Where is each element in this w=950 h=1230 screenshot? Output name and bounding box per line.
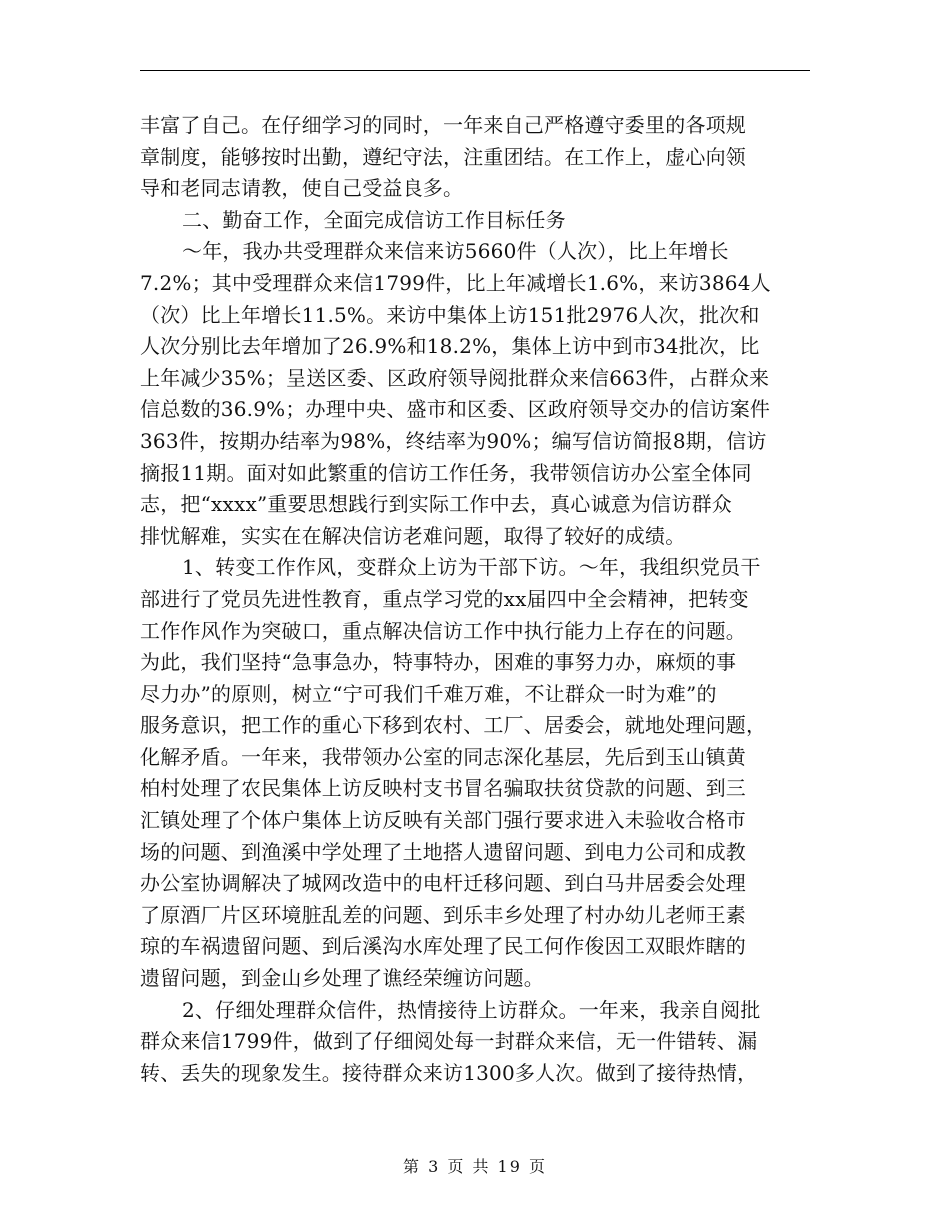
document-body: [140, 110, 810, 1089]
text-line: 人次分别比去年增加了26.9%和18.2%，集体上访中到市34批次，比: [140, 334, 760, 359]
paragraph-start: 2、仔细处理群众信件，热情接待上访群众。一年来，我亲自阅批: [182, 997, 761, 1022]
text-line: 章制度，能够按时出勤，遵纪守法，注重团结。在工作上，虚心向领: [140, 144, 746, 169]
text-line: 导和老同志请教，使自己受益良多。: [140, 176, 464, 201]
text-line: 汇镇处理了个体户集体上访反映有关部门强行要求进入未验收合格市: [140, 808, 746, 833]
text-line: 摘报11期。面对如此繁重的信访工作任务，我带领信访办公室全体同: [140, 460, 752, 485]
text-line: 场的问题、到渔溪中学处理了土地搭人遗留问题、到电力公司和成教: [140, 839, 746, 864]
text-line: 琼的车祸遗留问题、到后溪沟水库处理了民工何作俊因工双眼炸瞎的: [140, 934, 746, 959]
header-rule: [140, 70, 810, 71]
page-number-footer: 第 3 页 共 19 页: [403, 1157, 547, 1176]
text-line: 为此，我们坚持“急事急办，特事特办，困难的事努力办，麻烦的事: [140, 650, 737, 675]
text-line: 转、丢失的现象发生。接待群众来访1300多人次。做到了接待热情，: [140, 1060, 758, 1085]
text-line: 服务意识，把工作的重心下移到农村、工厂、居委会，就地处理问题，: [140, 713, 767, 738]
text-line: 柏村处理了农民集体上访反映村支书冒名骗取扶贫贷款的问题、到三: [140, 776, 746, 801]
text-line: 化解矛盾。一年来，我带领办公室的同志深化基层，先后到玉山镇黄: [140, 744, 746, 769]
text-line: 信总数的36.9%；办理中央、盛市和区委、区政府领导交办的信访案件: [140, 397, 771, 422]
text-line: 363件，按期办结率为98%，终结率为90%；编写信访简报8期，信访: [140, 428, 767, 453]
text-line: （次）比上年增长11.5%。来访中集体上访151批2976人次，批次和: [140, 302, 760, 327]
text-line: 7.2%；其中受理群众来信1799件，比上年减增长1.6%，来访3864人: [140, 270, 771, 295]
text-line: 遗留问题，到金山乡处理了谯经荣缠访问题。: [140, 966, 544, 991]
section-heading: 二、勤奋工作，全面完成信访工作目标任务: [182, 207, 566, 232]
text-line: 上年减少35%；呈送区委、区政府领导阅批群众来信663件，占群众来: [140, 365, 770, 390]
paragraph-start: ～年，我办共受理群众来信来访5660件（人次），比上年增长: [182, 239, 729, 264]
text-line: 丰富了自己。在仔细学习的同时，一年来自己严格遵守委里的各项规: [140, 113, 746, 137]
text-line: 工作作风作为突破口，重点解决信访工作中执行能力上存在的问题。: [140, 618, 746, 643]
text-line: 了原酒厂片区环境脏乱差的问题、到乐丰乡处理了村办幼儿老师王素: [140, 902, 746, 927]
text-line: 办公室协调解决了城网改造中的电杆迁移问题、到白马井居委会处理: [140, 871, 746, 896]
text-line: 排忧解难，实实在在解决信访老难问题，取得了较好的成绩。: [140, 523, 686, 548]
text-line: 志，把“xxxx”重要思想践行到实际工作中去，真心诚意为信访群众: [140, 492, 732, 517]
paragraph-start: 1、转变工作作风，变群众上访为干部下访。～年，我组织党员干: [182, 555, 761, 580]
text-line: 部进行了党员先进性教育，重点学习党的xx届四中全会精神，把转变: [140, 586, 749, 611]
text-line: 群众来信1799件，做到了仔细阅处每一封群众来信，无一件错转、漏: [140, 1029, 758, 1054]
text-line: 尽力办”的原则，树立“宁可我们千难万难，不让群众一时为难”的: [140, 681, 717, 706]
